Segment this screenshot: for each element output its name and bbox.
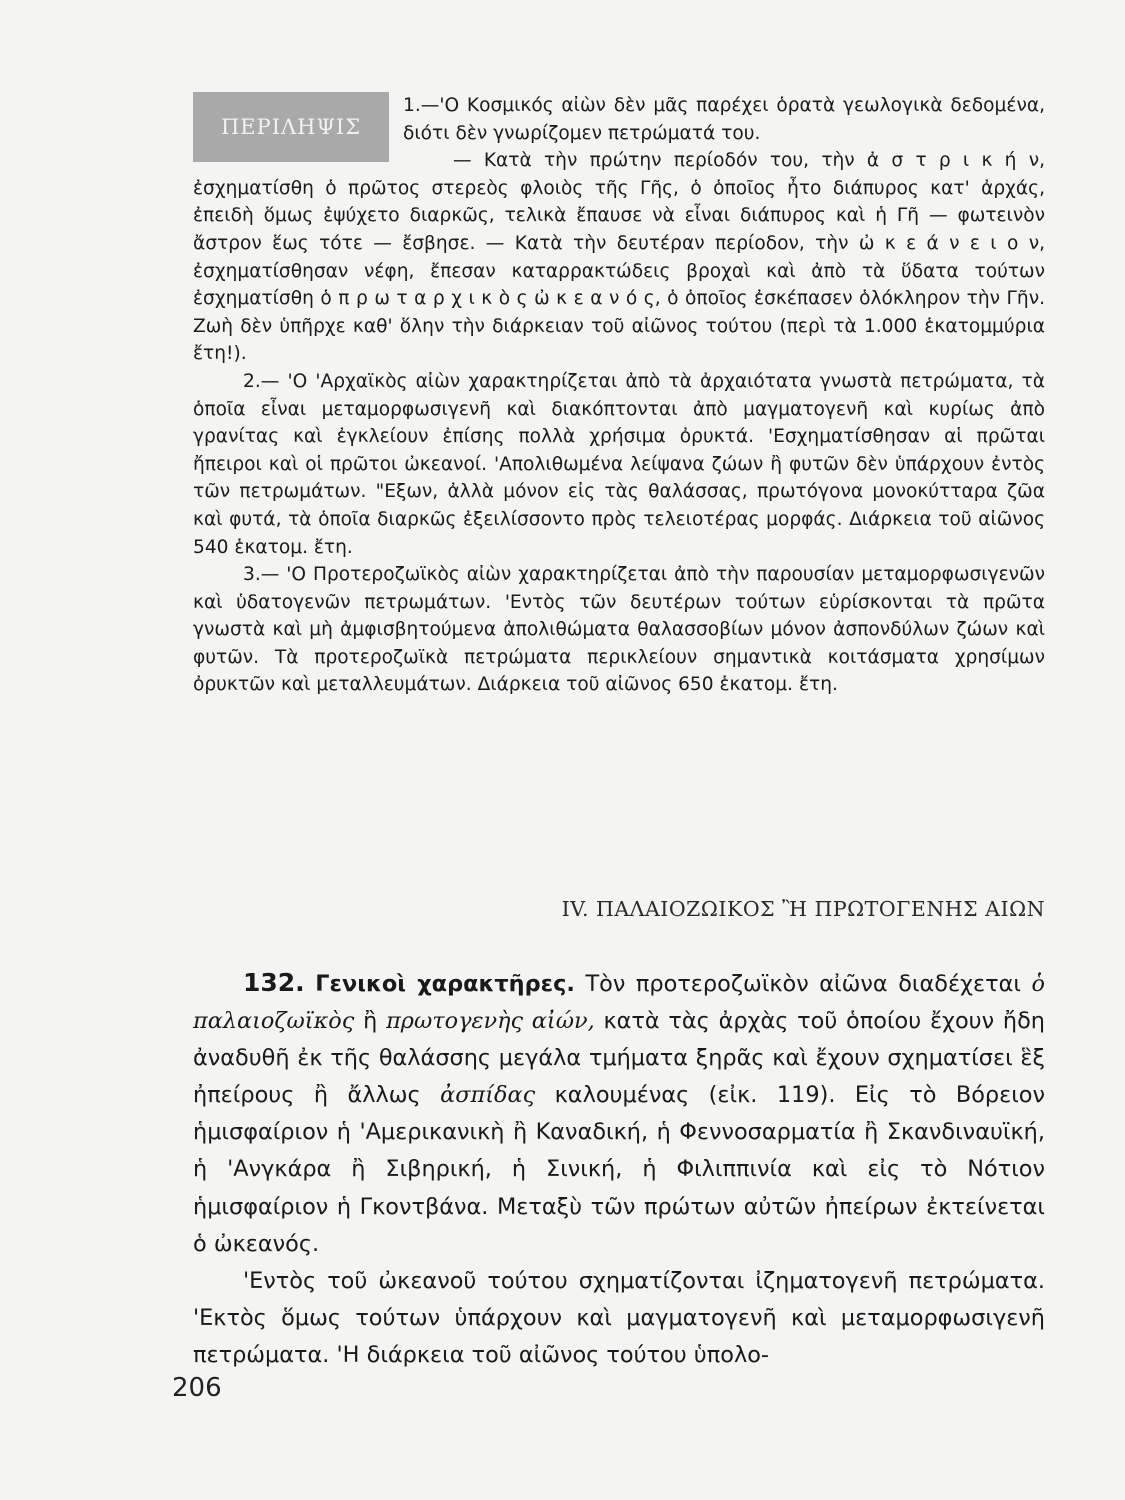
summary-tag: ΠΕΡΙΛΗΨΙΣ — [193, 92, 389, 162]
body-text — [193, 964, 1045, 1374]
summary-tag-spacer — [193, 92, 403, 150]
page-number: 206 — [172, 1373, 222, 1403]
summary-paragraph-1: 1.—'Ο Κοσμικός αἰὼν δὲν μᾶς παρέχει ὁρατὰ γεωλογικὰ δεδομένα, διότι δὲν γνωρίζομεν πετρώματά του. — [403, 95, 1045, 144]
summary-block — [193, 92, 1045, 699]
body-text-run: καλουμένας (εἰκ. 119). Εἰς τὸ Βόρειον ἡμισφαίριον ἡ 'Αμερικανικὴ ἢ Καναδική, ἡ Φεννοσαρματία ἢ Σκανδιναυϊκή, ἡ 'Ανγκάρα ἢ Σιβηρική, ἡ Σινική, ἡ Φιλιππινία καὶ εἰς τὸ Νότιον ἡμισφαίριον ἡ Γκοντβάνα. Μεταξὺ τῶν πρώτων αὐτῶν ἠπείρων ἐκτείνεται ὁ ὠκεανός. — [193, 1082, 1046, 1257]
summary-paragraph-2: 2.— 'Ο 'Αρχαϊκὸς αἰὼν χαρακτηρίζεται ἀπὸ τὰ ἀρχαιότατα γνωστὰ πετρώματα, τὰ ὁποῖα εἶναι μεταμορφωσιγενῆ καὶ διακόπτονται ἀπὸ μαγματογενῆ καὶ κυρίως ἀπὸ γρανίτας καὶ ἐγκλείουν ἐπίσης πολλὰ χρήσιμα ὀρυκτά. 'Εσχηματίσθησαν αἱ πρῶται ἤπειροι καὶ οἱ πρῶτοι ὠκεανοί. 'Απολιθωμένα λείψανα ζώων ἢ φυτῶν δὲν ὑπάρχουν ἐντὸς τῶν πετρωμάτων. "Εξων, ἀλλὰ μόνον εἰς τὰς θαλάσσας, πρωτόγονα μονοκύτταρα ζῶα καὶ φυτά, τὰ ὁποῖα διαρκῶς ἐξειλίσσοντο πρὸς τελειοτέρας μορφάς. Διάρκεια τοῦ αἰῶνος 540 ἑκατομ. ἔτη. — [193, 370, 1045, 558]
emphasis-term: πρωτογενὴς αἰών, — [386, 1008, 595, 1035]
body-text-run: Τὸν προτεροζωϊκὸν αἰῶνα διαδέχεται — [585, 971, 1021, 997]
summary-paragraph-1-continued: — Κατὰ τὴν πρώτην περίοδόν του, τὴν ἀ σ τ ρ ι κ ή ν, ἐσχηματίσθη ὁ πρῶτος στερεὸς φλοιὸς τῆς Γῆς, ὁ ὁποῖος ἦτο διάπυρος κατ' ἀρχάς, ἐπειδὴ ὅμως ἐψύχετο διαρκῶς, τελικὰ ἔπαυσε νὰ εἶναι διάπυρος καὶ ἡ Γῆ — φωτεινὸν ἄστρον ἕως τότε — ἔσβησε. — Κατὰ τὴν δευτέραν περίοδον, τὴν ὠ κ ε ά ν ε ι ο ν, ἐσχηματίσθησαν νέφη, ἔπεσαν καταρρακτώδεις βροχαὶ καὶ ἀπὸ τὰ ὕδατα τούτων ἐσχηματίσθη ὁ π ρ ω τ α ρ χ ι κ ὸ ς ὠ κ ε α ν ό ς, ὁ ὁποῖος ἐσκέπασεν ὁλόκληρον τὴν Γῆν. Ζωὴ δὲν ὑπῆρχε καθ' ὅλην τὴν διάρκειαν τοῦ αἰῶνος τούτου (περὶ τὰ 1.000 ἑκατομμύρια ἔτη!). — [193, 150, 1045, 365]
body-paragraph-1 — [193, 964, 1045, 1263]
section-number: 132. — [243, 968, 305, 997]
emphasis-term: ὁ παλαιοζωϊκὸς — [193, 971, 1045, 1035]
emphasis-term: ἀσπίδας — [440, 1082, 536, 1109]
section-heading: Γενικοὶ χαρακτῆρες. — [315, 971, 575, 997]
section-title: IV. ΠΑΛΑΙΟΖΩΙΚΟΣ Ἢ ΠΡΩΤΟΓΕΝΗΣ ΑΙΩΝ — [561, 897, 1045, 921]
summary-paragraph-3: 3.— 'Ο Προτεροζωϊκὸς αἰὼν χαρακτηρίζεται ἀπὸ τὴν παρουσίαν μεταμορφωσιγενῶν καὶ ὑδατογενῶν πετρωμάτων. 'Εντὸς τῶν δευτέρων τούτων εὑρίσκονται τὰ πρῶτα γνωστὰ καὶ μὴ ἀμφισβητούμενα ἀπολιθώματα θαλασσοβίων μόνον ἀσπονδύλων ζώων καὶ φυτῶν. Τὰ προτεροζωϊκὰ πετρώματα περικλείουν σημαντικὰ κοιτάσματα χρησίμων ὀρυκτῶν καὶ μεταλλευμάτων. Διάρκεια τοῦ αἰῶνος 650 ἑκατομ. ἔτη. — [193, 564, 1045, 696]
body-text-run: ἢ — [363, 1008, 378, 1035]
body-paragraph-2: 'Εντὸς τοῦ ὠκεανοῦ τούτου σχηματίζονται ἰζηματογενῆ πετρώματα. 'Εκτὸς ὅμως τούτων ὑπάρχουν καὶ μαγματογενῆ καὶ μεταμορφωσιγενῆ πετρώματα. 'Η διάρκεια τοῦ αἰῶνος τούτου ὑπολο- — [193, 1267, 1045, 1368]
body-text-run: κατὰ τὰς ἀρχὰς τοῦ ὁποίου ἔχουν ἤδη ἀναδυθῆ ἐκ τῆς θαλάσσης μεγάλα τμήματα ξηρᾶς καὶ ἔχουν σχηματίσει ἓξ ἠπείρους ἢ ἄλλως — [193, 1008, 1045, 1109]
